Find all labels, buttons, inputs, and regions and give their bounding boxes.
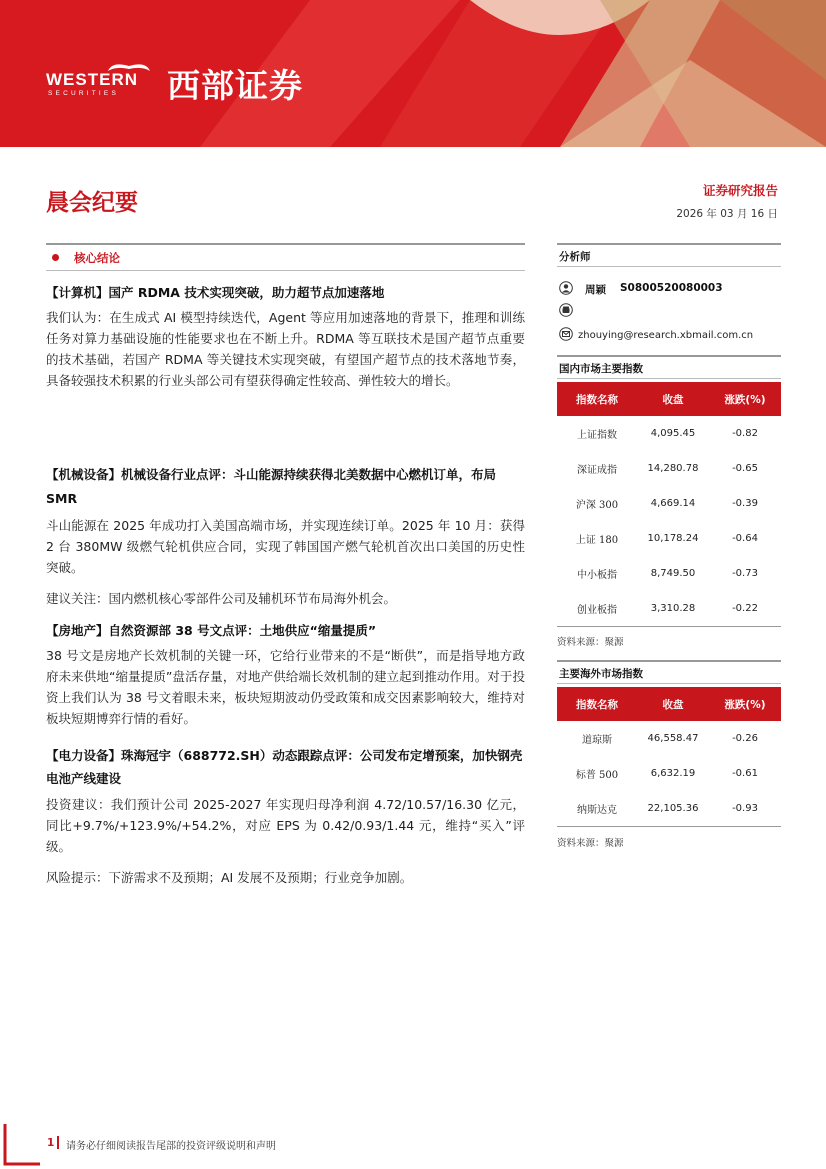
table-row (557, 451, 781, 486)
analyst-email[interactable]: zhouying@research.xbmail.com.cn (578, 330, 754, 341)
footer-divider (57, 1136, 59, 1149)
section-real-estate (46, 621, 525, 729)
section-computer (46, 283, 525, 391)
index-change: -0.26 (732, 733, 758, 744)
index-change: -0.39 (732, 498, 758, 509)
table-header-row (557, 687, 781, 721)
footer-corner-mark (0, 1124, 40, 1169)
overseas-market-header (557, 660, 781, 684)
column-header: 指数名称 (557, 382, 637, 416)
analyst-section-label: 分析师 (559, 251, 591, 263)
overseas-market-title: 主要海外市场指数 (559, 668, 643, 680)
section-title: 【电力设备】珠海冠宇（688772.SH）动态跟踪点评：公司发布定增预案，加快钢壳电池产线建设 (46, 748, 523, 786)
section-paragraph: 建议关注：国内燃机核心零部件公司及辅机环节布局海外机会。 (46, 591, 397, 606)
column-header: 指数名称 (557, 687, 637, 721)
section-title: 【房地产】自然资源部 38 号文点评：土地供应“缩量提质” (46, 623, 377, 638)
section-title: 【机械设备】机械设备行业点评：斗山能源持续获得北美数据中心燃机订单，布局 SMR (46, 467, 497, 506)
index-close: 4,095.45 (650, 428, 696, 439)
table-row (557, 756, 781, 791)
section-paragraph: 38 号文是房地产长效机制的关键一环，它给行业带来的不是“断供”，而是指导地方政府未来供地“缩量提质”盘活存量，对地产供给端长效机制的建立起到推动作用。对于投资上我们认为 38 号文着眼未来，板块短期波动仍受政策和成交因素影响较大，维持对板块短期博弈行情的看好。 (46, 648, 525, 726)
table-row (557, 556, 781, 591)
report-title: 晨会纪要 (46, 189, 138, 216)
index-name: 上证 180 (575, 535, 619, 546)
header-banner (0, 0, 826, 147)
column-header: 涨跌(%) (709, 687, 781, 721)
table-row (557, 721, 781, 756)
index-name: 中小板指 (577, 570, 617, 581)
index-change: -0.93 (709, 791, 781, 826)
table-row (557, 416, 781, 451)
index-name: 纳斯达克 (557, 791, 637, 826)
section-power-equipment (46, 744, 525, 888)
section-paragraph: 斗山能源在 2025 年成功打入美国高端市场，并实现连续订单。2025 年 10 月：获得 2 台 380MW 级燃气轮机供应合同，实现了韩国国产燃气轮机首次出口美国的历史性突破。 (46, 518, 525, 575)
brand-name-en-sub: SECURITIES (48, 90, 120, 97)
person-icon (559, 281, 573, 295)
overseas-market-table (557, 687, 781, 827)
page-number: 1 (47, 1137, 55, 1149)
index-close: 14,280.78 (647, 463, 699, 474)
email-icon (559, 327, 573, 341)
index-close: 6,632.19 (650, 768, 696, 779)
analyst-name: 周颖 (585, 284, 606, 296)
index-change: -0.61 (732, 768, 758, 779)
index-name: 上证指数 (577, 430, 617, 441)
column-header: 收盘 (637, 687, 709, 721)
section-title: 【计算机】国产 RDMA 技术实现突破，助力超节点加速落地 (46, 285, 385, 300)
index-name: 创业板指 (557, 591, 637, 626)
section-paragraph: 我们认为：在生成式 AI 模型持续迭代，Agent 等应用加速落地的背景下，推理和训练任务对算力基础设施的性能要求也在不断上升。RDMA 等互联技术是国产超节点重要的技术基础，若国产 RDMA 等关键技术实现突破，有望国产超节点的技术落地节奏，具备较强技术积累的行业头部公司有望获得确定性较高、弹性较大的增长。 (46, 310, 525, 388)
index-change: -0.65 (732, 463, 758, 474)
report-date: 2026 年 03 月 16 日 (676, 208, 778, 220)
domestic-market-header (557, 355, 781, 379)
index-name: 沪深 300 (575, 500, 619, 511)
data-source-note: 资料来源：聚源 (557, 637, 624, 648)
index-change: -0.82 (732, 428, 758, 439)
analyst-cert: S0800520080003 (620, 282, 723, 294)
index-close: 10,178.24 (647, 533, 699, 544)
section-paragraph: 投资建议：我们预计公司 2025-2027 年实现归母净利润 4.72/10.57/16.30 亿元，同比+9.7%/+123.9%/+54.2%，对应 EPS 为 0.42/0.93/1.44 元，维持“买入”评级。 (46, 797, 525, 854)
report-type: 证券研究报告 (702, 183, 778, 198)
index-close: 4,669.14 (650, 498, 696, 509)
core-conclusion-header (46, 243, 525, 271)
index-name: 道琼斯 (582, 735, 612, 746)
domestic-market-title: 国内市场主要指数 (559, 363, 643, 375)
index-close: 8,749.50 (650, 568, 696, 579)
column-header: 涨跌(%) (709, 382, 781, 416)
analyst-header (557, 243, 781, 267)
index-change: -0.73 (732, 568, 758, 579)
data-source-note: 资料来源：聚源 (557, 838, 624, 849)
phone-icon (559, 303, 573, 317)
bullet-dot-icon (52, 254, 59, 261)
table-row (557, 486, 781, 521)
domestic-market-table (557, 382, 781, 627)
index-close: 46,558.47 (647, 733, 699, 744)
core-conclusion-label: 核心结论 (74, 251, 120, 265)
column-header: 收盘 (637, 382, 709, 416)
index-change: -0.64 (732, 533, 758, 544)
index-close: 22,105.36 (637, 791, 709, 826)
brand-logo (46, 60, 366, 105)
table-header-row (557, 382, 781, 416)
table-row (557, 591, 781, 626)
table-row (557, 791, 781, 826)
index-close: 3,310.28 (637, 591, 709, 626)
footer-disclaimer: 请务必仔细阅读报告尾部的投资评级说明和声明 (66, 1141, 276, 1152)
index-name: 标普 500 (575, 770, 619, 781)
index-change: -0.22 (709, 591, 781, 626)
brand-name-cn: 西部证券 (167, 66, 303, 105)
brand-name-en: WESTERN (46, 70, 138, 89)
section-machinery (46, 463, 525, 609)
index-name: 深证成指 (577, 465, 617, 476)
section-paragraph: 风险提示：下游需求不及预期；AI 发展不及预期；行业竞争加剧。 (46, 870, 413, 885)
table-row (557, 521, 781, 556)
